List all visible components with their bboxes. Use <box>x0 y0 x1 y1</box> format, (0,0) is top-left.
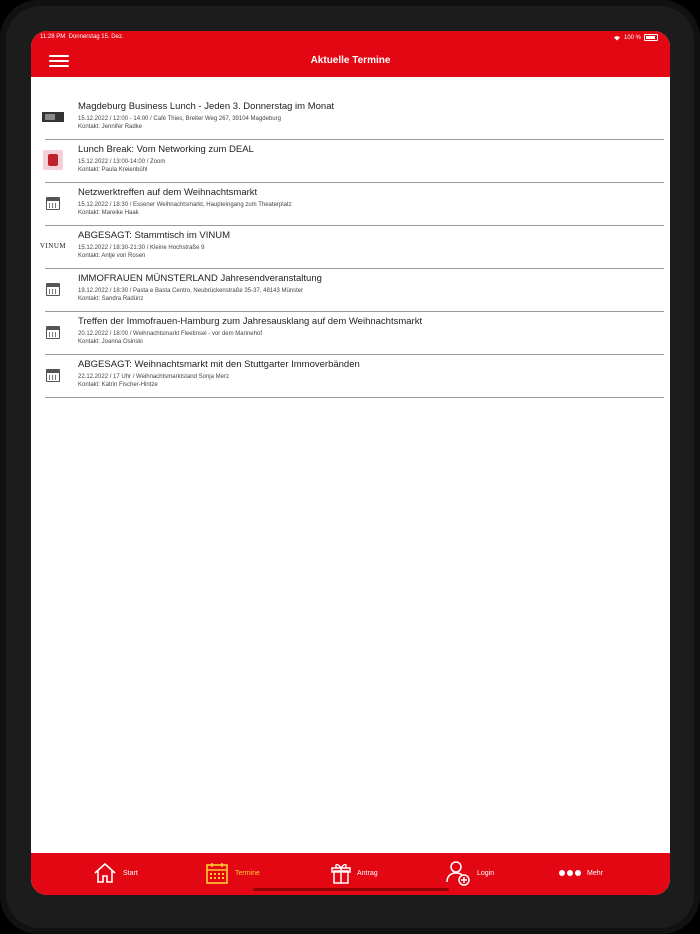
event-contact: Kontakt: Paula Kreienbühl <box>78 166 148 173</box>
tab-login[interactable] <box>445 858 494 888</box>
tab-termine[interactable] <box>205 858 260 888</box>
event-row[interactable] <box>31 355 670 398</box>
more-dots-icon <box>559 869 581 877</box>
calendar-icon <box>41 279 65 299</box>
event-contact: Kontakt: Mareike Haak <box>78 209 139 216</box>
tab-start[interactable] <box>93 858 138 888</box>
event-list <box>31 97 670 398</box>
calendar-icon <box>41 193 65 213</box>
event-title: ABGESAGT: Weihnachtsmarkt mit den Stuttgarter Immoverbänden <box>78 359 360 370</box>
event-row[interactable] <box>31 312 670 355</box>
event-title: ABGESAGT: Stammtisch im VINUM <box>78 230 231 241</box>
gift-icon <box>331 861 351 885</box>
event-row[interactable] <box>31 140 670 183</box>
calendar-icon <box>41 365 65 385</box>
tab-label: Login <box>477 869 495 877</box>
page-title: Aktuelle Termine <box>310 55 391 66</box>
event-row[interactable] <box>31 183 670 226</box>
event-details: 19.12.2022 / 18:30 / Pasta e Basta Centro, Neubrückenstraße 35-37, 48143 Münster <box>78 288 304 294</box>
status-right <box>613 34 658 41</box>
event-title: Lunch Break: Vom Networking zum DEAL <box>78 144 254 155</box>
vinum-logo: VINUM <box>39 242 67 250</box>
battery-percent: 100 % <box>623 34 641 41</box>
tab-mehr[interactable] <box>559 858 603 888</box>
tab-bar <box>31 853 670 895</box>
event-row[interactable] <box>31 226 670 269</box>
event-row[interactable] <box>31 97 670 140</box>
event-contact: Kontakt: Jennifer Radke <box>78 123 143 130</box>
status-time: 11:28 PM Donnerstag 15. Dez. <box>40 34 124 40</box>
tab-label: Termine <box>235 869 260 877</box>
lunch-break-logo <box>41 150 65 170</box>
event-title: IMMOFRAUEN MÜNSTERLAND Jahresendveranstaltung <box>78 273 322 284</box>
event-details: 15.12.2022 / 12:00 - 14:00 / Café Thies, Breiter Weg 267, 39104 Magdeburg <box>78 116 281 122</box>
row-divider <box>45 397 664 398</box>
calendar-icon <box>41 322 65 342</box>
tab-label: Mehr <box>587 869 603 877</box>
event-details: 15.12.2022 / 13:00-14:00 / Zoom <box>78 159 166 165</box>
event-contact: Kontakt: Antje von Rosen <box>78 252 146 259</box>
status-bar <box>31 31 670 45</box>
event-details: 22.12.2022 / 17 Uhr / Weihnachtsmarktstand Sonja Merz <box>78 374 229 380</box>
calendar-icon <box>205 861 229 885</box>
event-details: 15.12.2022 / 18:30 / Essener Weihnachtsmarkt, Haupteingang zum Theaterplatz <box>78 202 292 208</box>
event-row[interactable] <box>31 269 670 312</box>
event-contact: Kontakt: Katrin Fischer-Hintze <box>78 381 158 388</box>
battery-icon <box>644 34 658 41</box>
business-lunch-logo <box>41 107 65 127</box>
home-icon <box>93 862 117 884</box>
event-details: 20.12.2022 / 18:00 / Weihnachtsmarkt Fleetinsel - vor dem Marinehof <box>78 331 262 337</box>
nav-bar <box>31 45 670 77</box>
app-screen <box>31 31 670 895</box>
event-contact: Kontakt: Joanna Osinski <box>78 338 143 345</box>
event-details: 15.12.2022 / 18:30-21:30 / Kleine Hochstraße 9 <box>78 245 205 251</box>
event-title: Magdeburg Business Lunch - Jeden 3. Donnerstag im Monat <box>78 101 335 112</box>
event-title: Treffen der Immofrauen-Hamburg zum Jahresausklang auf dem Weihnachtsmarkt <box>78 316 423 327</box>
event-contact: Kontakt: Sandra Radünz <box>78 295 144 302</box>
tab-label: Antrag <box>357 869 378 877</box>
wifi-icon <box>613 35 621 41</box>
home-indicator <box>253 888 449 891</box>
event-title: Netzwerktreffen auf dem Weihnachtsmarkt <box>78 187 258 198</box>
tab-antrag[interactable] <box>331 858 378 888</box>
tab-label: Start <box>123 869 138 877</box>
user-add-icon <box>445 860 471 886</box>
